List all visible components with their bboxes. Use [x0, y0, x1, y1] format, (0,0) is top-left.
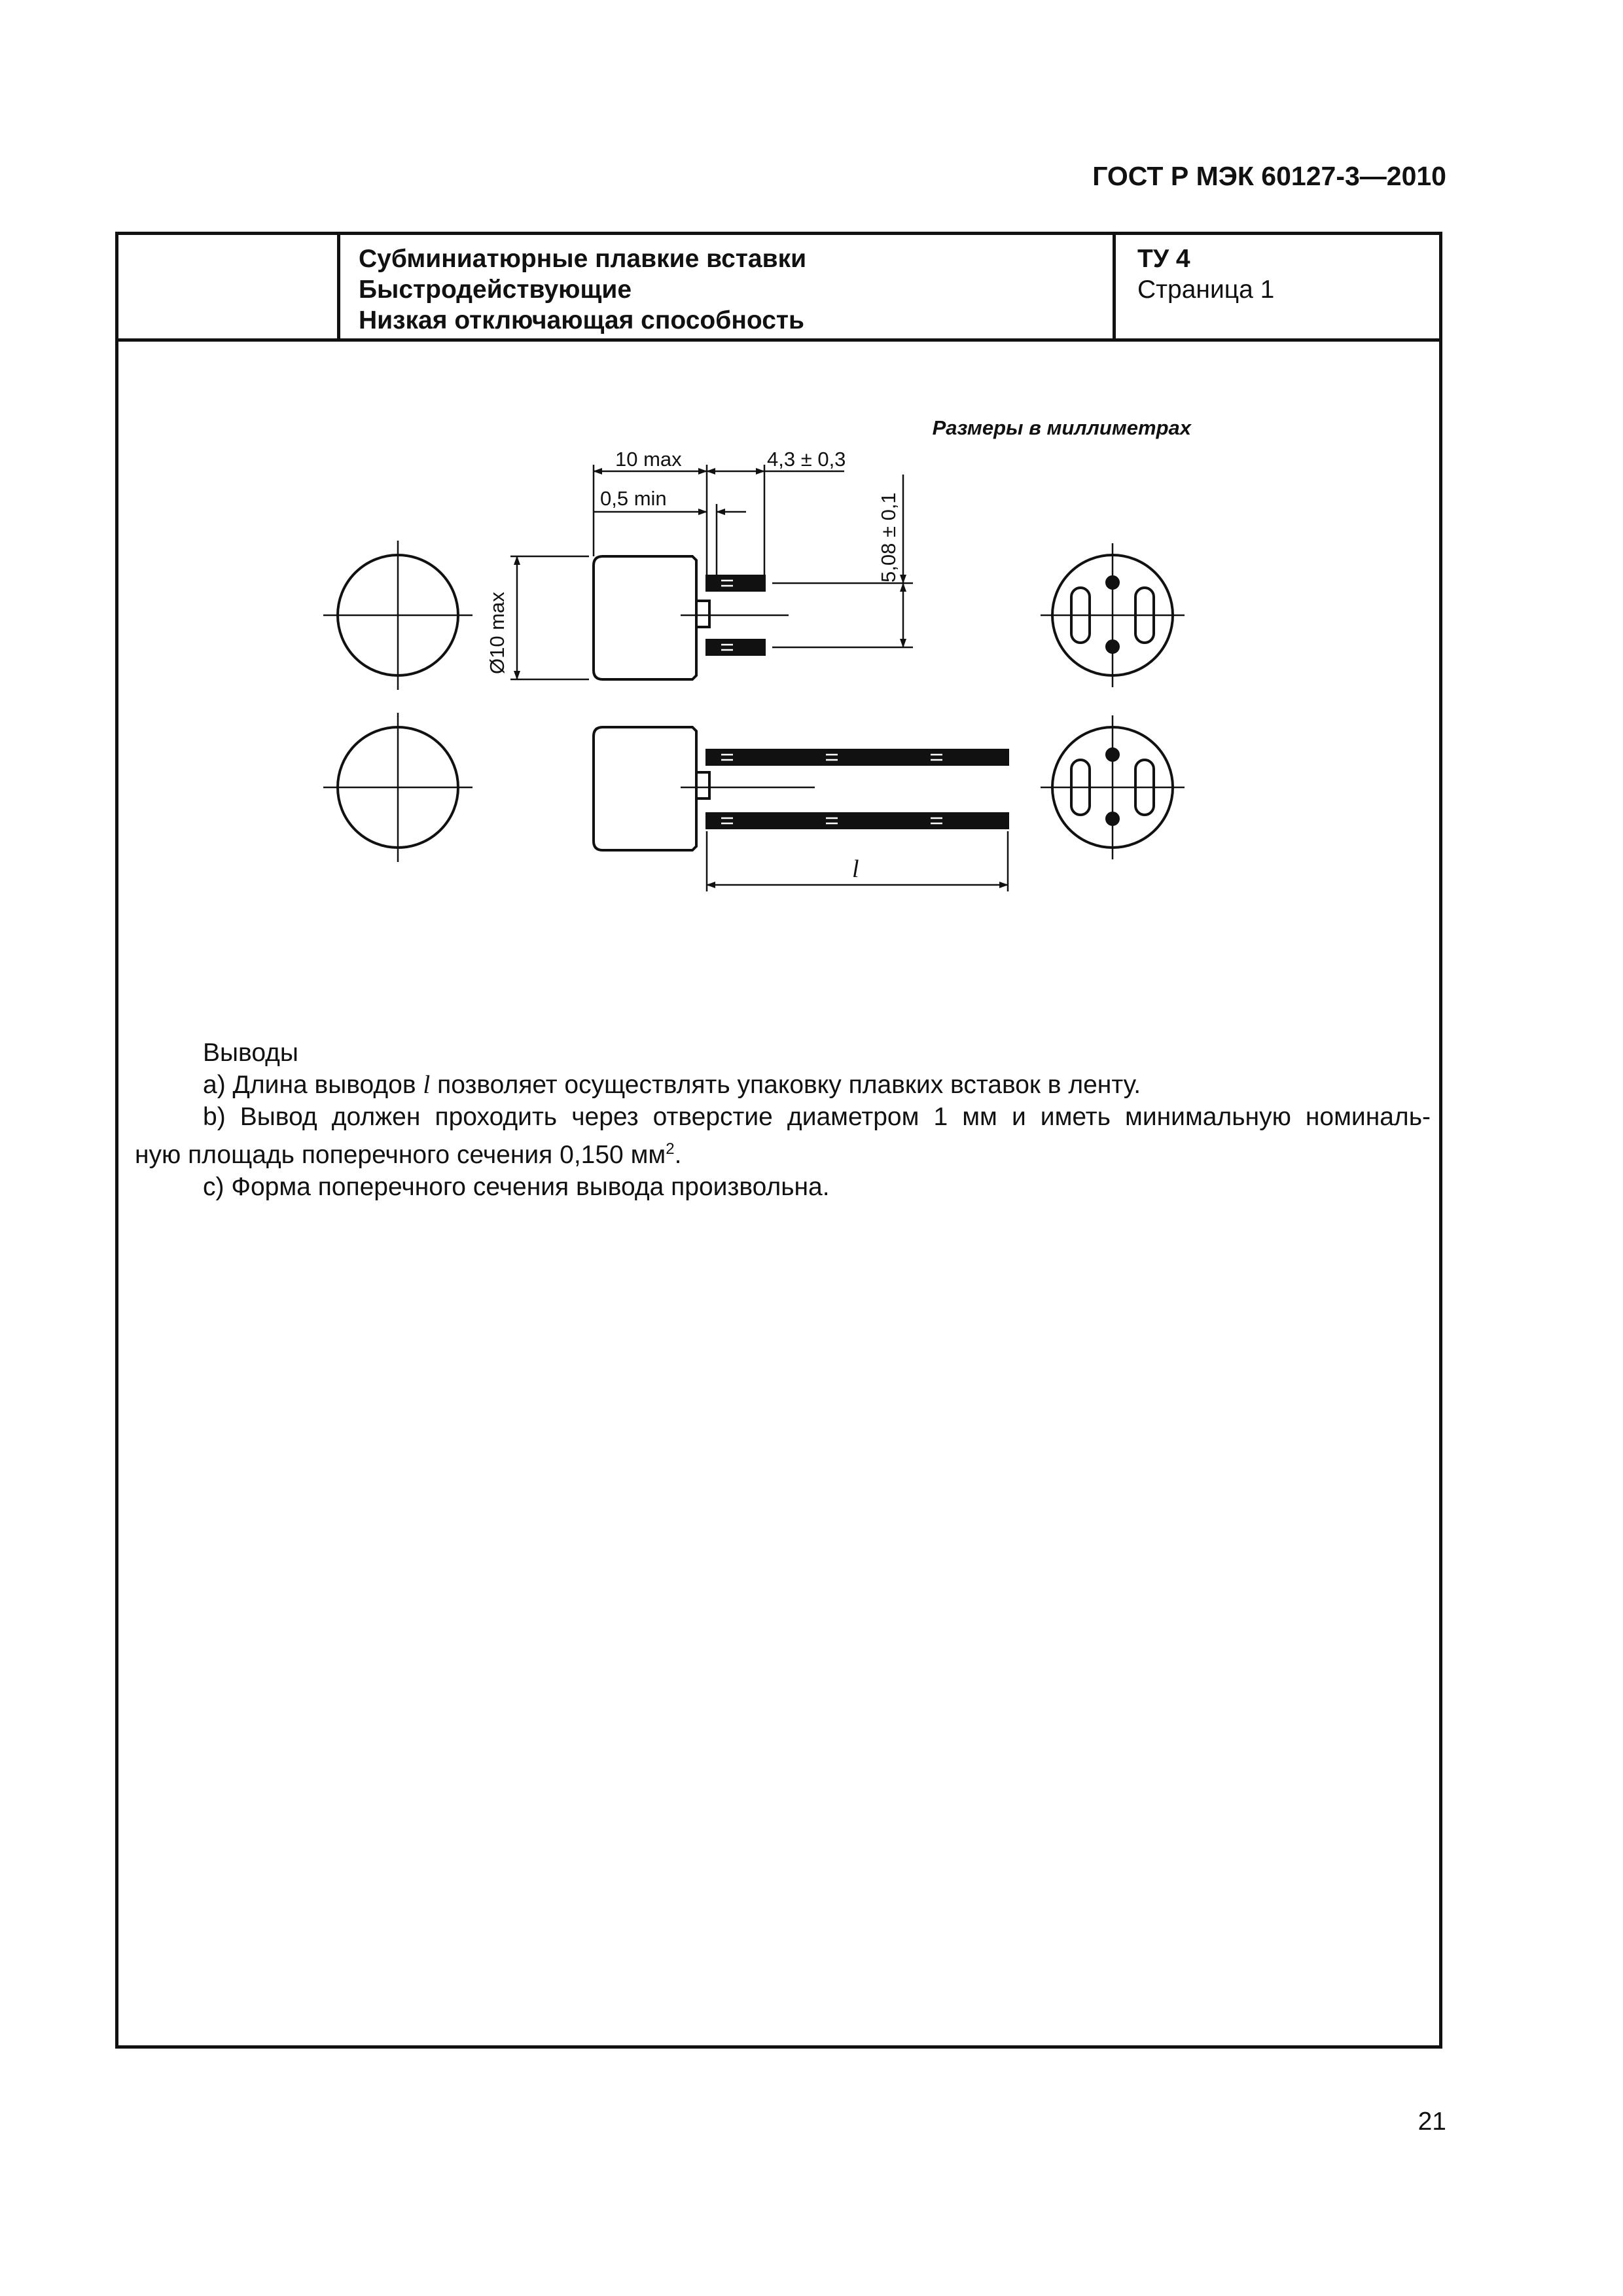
- header-title-line-3: Низкая отключающая способность: [359, 306, 804, 334]
- document-code: ГОСТ Р МЭК 60127-3—2010: [1092, 161, 1446, 191]
- fuse-body-bottom: [594, 727, 815, 850]
- dim-label-10max: 10 max: [615, 448, 682, 471]
- dim-label-05min: 0,5 min: [600, 487, 667, 510]
- item-b-end: .: [674, 1141, 682, 1169]
- left-view-circle-bottom: [323, 713, 473, 862]
- dim-label-l: l: [852, 855, 859, 883]
- item-b-line-1: b) Вывод должен проходить через отверстие диаметром 1 мм и иметь минимальную номиналь-: [203, 1103, 1431, 1131]
- page-number: 21: [1418, 2108, 1446, 2136]
- item-b-text: ную площадь поперечного сечения 0,150 мм: [135, 1141, 666, 1169]
- dim-label-d10max: Ø10 max: [486, 592, 508, 674]
- sheet-code: ТУ 4: [1137, 245, 1190, 273]
- leads-section: [135, 1037, 1431, 1203]
- item-b-line-2: [135, 1133, 1431, 1171]
- item-b-sup: 2: [666, 1140, 675, 1158]
- dim-label-508: 5,08 ± 0,1: [877, 492, 900, 583]
- fuse-leads-long: [707, 750, 1008, 828]
- left-view-circle-top: [323, 541, 473, 690]
- header-title-line-1: Субминиатюрные плавкие вставки: [359, 245, 807, 273]
- dim-label-43: 4,3 ± 0,3: [767, 448, 846, 471]
- sheet-page: Страница 1: [1137, 276, 1275, 304]
- item-a-prefix: a) Длина выводов: [203, 1071, 423, 1099]
- item-c: c) Форма поперечного сечения вывода произвольна.: [203, 1173, 830, 1201]
- item-a-suffix: позволяет осуществлять упаковку плавких вставок в ленту.: [430, 1071, 1141, 1099]
- item-a: [135, 1069, 1431, 1101]
- end-view-bottom: [1041, 715, 1185, 859]
- end-view-top: [1041, 543, 1185, 687]
- leads-heading: Выводы: [203, 1039, 298, 1067]
- units-note: Размеры в миллиметрах: [932, 416, 1191, 439]
- header-title-line-2: Быстродействующие: [359, 276, 632, 304]
- item-a-var: l: [423, 1071, 431, 1099]
